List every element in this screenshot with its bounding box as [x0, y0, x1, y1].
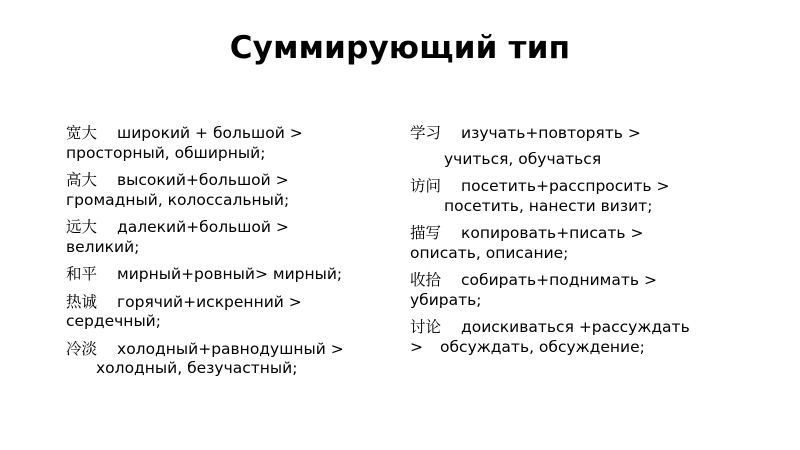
right-column	[410, 124, 745, 365]
resulting-meaning: громадный, колоссальный;	[66, 190, 290, 209]
component-meanings: широкий + большой >	[117, 124, 303, 142]
component-meanings: посетить+расспросить >	[461, 177, 670, 195]
resulting-meaning: посетить, нанести визит;	[444, 196, 653, 215]
list-item	[66, 293, 396, 332]
resulting-meaning: описать, описание;	[410, 243, 569, 262]
component-meanings: копировать+писать >	[461, 224, 644, 242]
hanzi-word: 访问	[410, 177, 442, 195]
hanzi-word: 讨论	[410, 318, 442, 336]
hanzi-word: 宽大	[66, 124, 98, 142]
list-item	[410, 318, 745, 357]
hanzi-word: 高大	[66, 171, 98, 189]
list-item	[410, 124, 745, 169]
result-prefix: >	[410, 337, 423, 356]
list-item	[66, 124, 396, 163]
list-item	[410, 224, 745, 263]
hanzi-word: 学习	[410, 124, 442, 142]
component-meanings: мирный+ровный> мирный;	[117, 265, 343, 283]
component-meanings: холодный+равнодушный >	[117, 339, 344, 358]
component-meanings: горячий+искренний >	[117, 292, 302, 311]
component-meanings: доискиваться +рассуждать	[461, 318, 690, 336]
resulting-meaning: холодный, безучастный;	[96, 359, 298, 377]
list-item	[66, 265, 396, 285]
component-meanings: далекий+большой >	[117, 218, 289, 236]
resulting-meaning: сердечный;	[66, 312, 161, 330]
list-item	[66, 340, 396, 379]
list-item	[410, 177, 745, 216]
hanzi-word: 冷淡	[66, 339, 98, 358]
component-meanings: собирать+поднимать >	[461, 271, 657, 289]
left-column	[66, 124, 396, 387]
hanzi-word: 收拾	[410, 271, 442, 289]
resulting-meaning-line	[410, 338, 745, 358]
resulting-meaning: обсуждать, обсуждение;	[440, 337, 645, 356]
hanzi-word: 热诚	[66, 292, 98, 311]
resulting-meaning: великий;	[66, 237, 140, 256]
component-meanings: высокий+большой >	[117, 171, 289, 189]
component-meanings: изучать+повторять >	[461, 124, 641, 142]
list-item	[410, 271, 745, 310]
slide-title: Суммирующий тип	[229, 30, 571, 66]
resulting-meaning: учиться, обучаться	[444, 149, 602, 168]
hanzi-word: 描写	[410, 224, 442, 242]
list-item	[66, 218, 396, 257]
hanzi-word: 和平	[66, 265, 98, 283]
hanzi-word: 远大	[66, 218, 98, 236]
resulting-meaning: убирать;	[410, 290, 482, 309]
resulting-meaning: просторный, обширный;	[66, 143, 266, 162]
list-item	[66, 171, 396, 210]
